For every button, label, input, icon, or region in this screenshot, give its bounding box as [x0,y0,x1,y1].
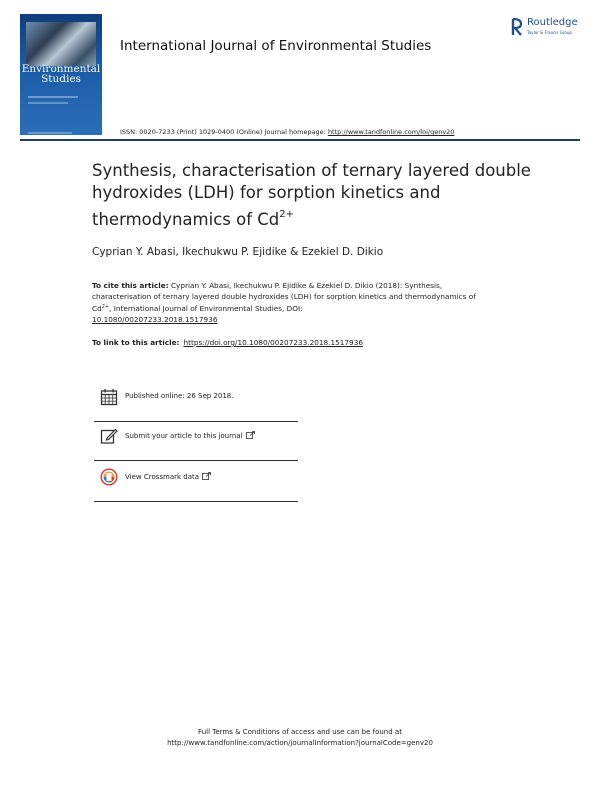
routledge-logo-icon [511,17,523,37]
submit-article-row[interactable] [94,421,298,461]
article-doi-link[interactable]: https://doi.org/10.1080/00207233.2018.1517936 [183,338,363,347]
article-title [92,160,552,231]
header-divider [20,139,580,141]
cover-decoration [28,96,78,98]
crossmark-text: View Crossmark data [125,473,200,481]
external-link-icon [202,472,211,480]
external-link-icon [246,431,255,439]
crossmark-link[interactable] [125,472,211,481]
cover-decoration [28,132,72,134]
cover-title-line1: Environmental [21,63,101,75]
citation-block [92,280,492,325]
calendar-icon [100,388,118,406]
terms-link[interactable]: http://www.tandfonline.com/action/journalInformation?journalCode=genv20 [167,739,433,747]
cover-title-line2: Studies [41,73,81,85]
cover-decoration [28,102,68,104]
citation-text-tail: , International Journal of Environmental Studies, DOI: [109,304,303,313]
publisher-subtitle: Taylor & Francis Group [527,30,572,35]
publisher-name: Routledge [527,17,578,28]
row-divider [94,460,298,461]
citation-label: To cite this article: [92,281,169,290]
submit-article-link[interactable] [125,431,255,440]
link-label: To link to this article: [92,338,180,347]
edit-icon [100,427,118,445]
terms-text: Full Terms & Conditions of access and use can be found at [198,728,402,736]
crossmark-row[interactable] [94,462,298,502]
cover-title [20,64,102,84]
published-online-row [94,382,298,422]
journal-homepage-link[interactable]: http://www.tandfonline.com/loi/genv20 [327,128,455,136]
cover-photo [26,22,96,66]
article-authors: Cyprian Y. Abasi, Ikechukwu P. Ejidike & Ezekiel D. Dikio [92,246,384,258]
issn-text: ISSN: 0020-7233 (Print) 1029-0400 (Online) Journal homepage: [120,128,328,136]
published-online-text: Published online: 26 Sep 2018. [125,392,234,400]
citation-doi-link[interactable]: 10.1080/00207233.2018.1517936 [92,315,218,324]
article-title-superscript: 2+ [279,209,295,220]
journal-title[interactable]: International Journal of Environmental Studies [120,38,432,54]
journal-cover-image [20,14,102,135]
crossmark-icon [100,468,118,486]
terms-footer [0,727,600,749]
submit-article-text: Submit your article to this journal [125,432,243,440]
link-to-article [92,338,363,347]
citation-superscript: 2+ [101,304,110,310]
article-title-text: Synthesis, characterisation of ternary layered double hydroxides (LDH) for sorption kinetics and thermodynamics of Cd [92,161,531,229]
issn-line [120,128,454,136]
citation-text: Cyprian Y. Abasi, Ikechukwu P. Ejidike & Ezekiel D. Dikio (2018): Synthesis, characterisation of ternary layered double hydroxides (LDH) for sorption kinetics and thermodynamics of Cd [92,281,476,313]
publisher-logo[interactable] [511,17,591,41]
row-divider [94,501,298,502]
